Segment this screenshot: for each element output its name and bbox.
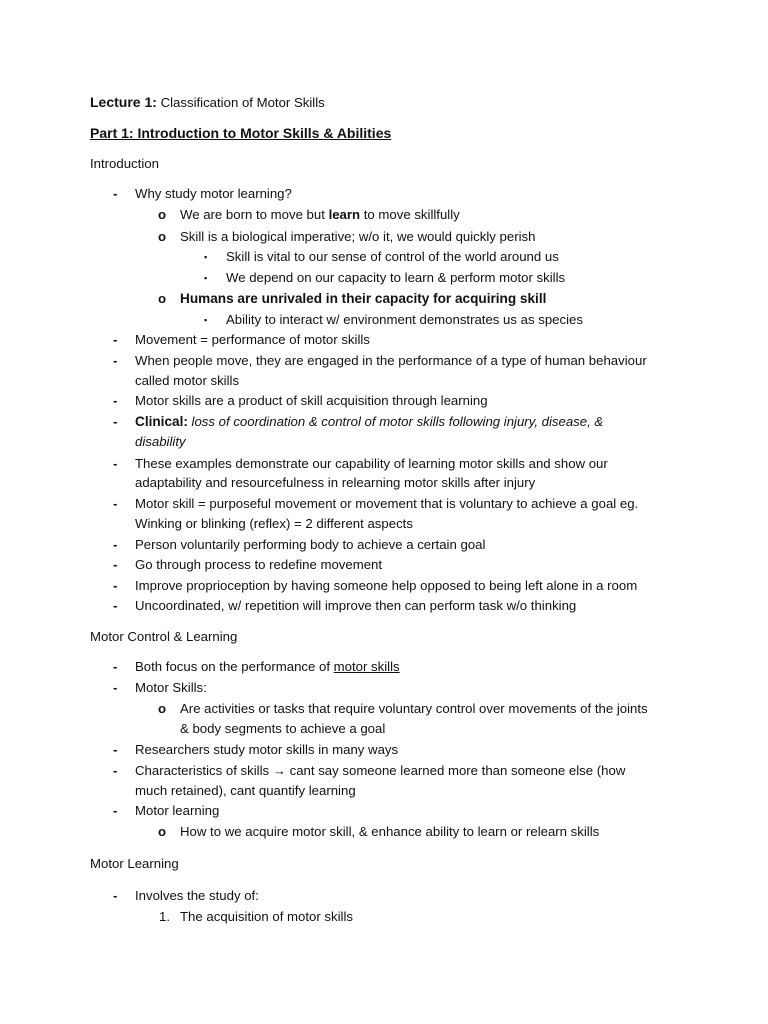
dash-bullet: -	[113, 537, 118, 552]
dash-bullet: -	[113, 680, 118, 695]
dash-bullet: -	[113, 557, 118, 572]
list-item: When people move, they are engaged in the performance of a type of human behaviour	[135, 353, 647, 368]
list-item: The acquisition of motor skills	[180, 909, 353, 924]
text-run-underlined: motor skills	[333, 659, 400, 674]
list-item: Improve proprioception by having someone help opposed to being left alone in a room	[135, 578, 638, 593]
section-heading-motor-learning: Motor Learning	[90, 856, 179, 871]
list-item: Are activities or tasks that require voluntary control over movements of the joints	[180, 701, 648, 716]
list-item: Movement = performance of motor skills	[135, 332, 370, 347]
square-bullet: ▪	[204, 315, 208, 325]
list-item: Researchers study motor skills in many ways	[135, 742, 399, 757]
lecture-label: Lecture 1:	[90, 94, 157, 110]
list-item: Skill is a biological imperative; w/o it, we would quickly perish	[180, 229, 536, 244]
list-item-continued: much retained), cant quantify learning	[135, 783, 356, 798]
text-run: to move skillfully	[360, 207, 460, 222]
dash-bullet: -	[113, 763, 118, 778]
list-item: Skill is vital to our sense of control of the world around us	[226, 249, 559, 264]
list-item: Motor skills are a product of skill acquisition through learning	[135, 393, 488, 408]
list-item: Go through process to redefine movement	[135, 557, 383, 572]
part-heading: Part 1: Introduction to Motor Skills & Abilities	[90, 125, 392, 141]
list-item: Motor learning	[135, 803, 220, 818]
dash-bullet: -	[113, 742, 118, 757]
list-item: Why study motor learning?	[135, 186, 292, 201]
list-item-continued: disability	[135, 434, 186, 449]
dash-bullet: -	[113, 659, 118, 674]
list-item: Person voluntarily performing body to achieve a certain goal	[135, 537, 486, 552]
list-item-continued: & body segments to achieve a goal	[180, 721, 386, 736]
text-run-bold: learn	[328, 207, 361, 222]
circle-bullet: o	[158, 207, 167, 222]
section-heading-introduction: Introduction	[90, 156, 159, 171]
list-item: How to we acquire motor skill, & enhance ability to learn or relearn skills	[180, 824, 600, 839]
numbered-marker: 1.	[159, 909, 170, 924]
dash-bullet: -	[113, 578, 118, 593]
circle-bullet: o	[158, 229, 167, 244]
clinical-label: Clinical:	[135, 414, 188, 429]
dash-bullet: -	[113, 414, 118, 429]
list-item	[180, 205, 460, 225]
dash-bullet: -	[113, 393, 118, 408]
circle-bullet: o	[158, 701, 167, 716]
list-item: We depend on our capacity to learn & perform motor skills	[226, 270, 566, 285]
list-item: Motor Skills:	[135, 680, 207, 695]
list-item: Ability to interact w/ environment demonstrates us as species	[226, 312, 583, 327]
list-item: Uncoordinated, w/ repetition will improve then can perform task w/o thinking	[135, 598, 577, 613]
list-item-continued: called motor skills	[135, 373, 240, 388]
list-item-continued: Winking or blinking (reflex) = 2 different aspects	[135, 516, 413, 531]
text-run: Both focus on the performance of	[135, 659, 334, 674]
list-item: Characteristics of skills → cant say someone learned more than someone else (how	[135, 763, 626, 778]
dash-bullet: -	[113, 888, 118, 903]
dash-bullet: -	[113, 456, 118, 471]
circle-bullet: o	[158, 824, 167, 839]
dash-bullet: -	[113, 332, 118, 347]
dash-bullet: -	[113, 803, 118, 818]
list-item: Humans are unrivaled in their capacity for acquiring skill	[180, 291, 547, 306]
lecture-name: Classification of Motor Skills	[160, 95, 325, 110]
circle-bullet: o	[158, 291, 167, 306]
dash-bullet: -	[113, 598, 118, 613]
list-item-continued: adaptability and resourcefulness in relearning motor skills after injury	[135, 475, 536, 490]
lecture-title	[90, 92, 325, 113]
text-run-italic: loss of coordination & control of motor skills following injury, disease, &	[187, 414, 604, 429]
dash-bullet: -	[113, 186, 118, 201]
dash-bullet: -	[113, 353, 118, 368]
dash-bullet: -	[113, 496, 118, 511]
list-item	[135, 657, 400, 677]
list-item: Involves the study of:	[135, 888, 259, 903]
list-item: These examples demonstrate our capability of learning motor skills and show our	[135, 456, 608, 471]
list-item	[135, 412, 603, 432]
text-run: We are born to move but	[180, 207, 329, 222]
square-bullet: ▪	[204, 252, 208, 262]
section-heading-motor-control: Motor Control & Learning	[90, 629, 238, 644]
list-item: Motor skill = purposeful movement or movement that is voluntary to achieve a goal eg.	[135, 496, 639, 511]
square-bullet: ▪	[204, 273, 208, 283]
